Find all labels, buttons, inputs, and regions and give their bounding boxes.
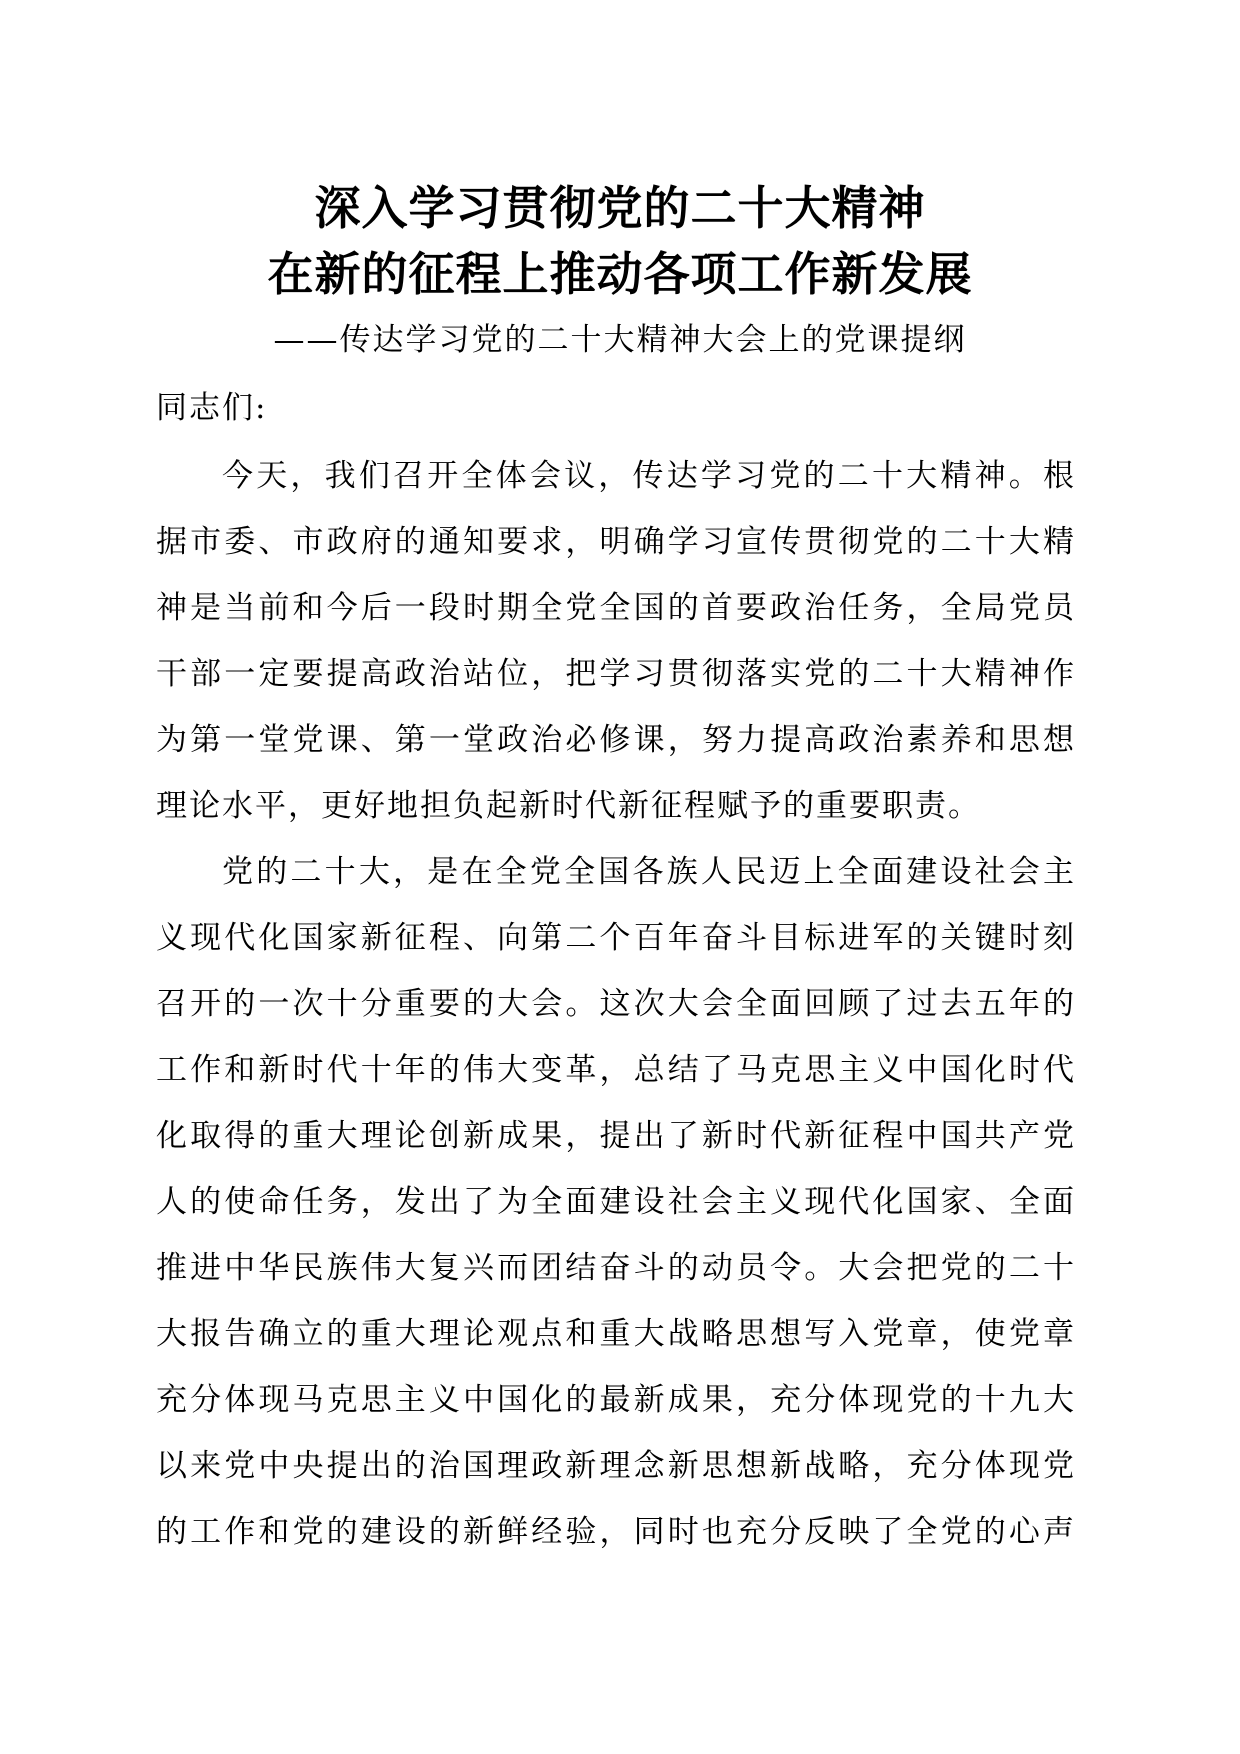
paragraph-line: 化取得的重大理论创新成果，提出了新时代新征程中国共产党 [156,1118,1076,1154]
paragraph-line: 推进中华民族伟大复兴而团结奋斗的动员令。大会把党的二十 [156,1250,1076,1286]
paragraph-line: 理论水平，更好地担负起新时代新征程赋予的重要职责。 [156,788,981,824]
salutation: 同志们: [156,390,268,426]
paragraph-line: 为第一堂党课、第一堂政治必修课，努力提高政治素养和思想 [156,722,1076,758]
paragraph-line: 人的使命任务，发出了为全面建设社会主义现代化国家、全面 [156,1184,1076,1220]
paragraph-line: 充分体现马克思主义中国化的最新成果，充分体现党的十九大 [156,1382,1076,1418]
paragraph-2 [156,839,1076,1565]
paragraph-line: 大报告确立的重大理论观点和重大战略思想写入党章，使党章 [156,1316,1076,1352]
paragraph-line: 以来党中央提出的治国理政新理念新思想新战略，充分体现党 [156,1448,1076,1484]
paragraph-line: 召开的一次十分重要的大会。这次大会全面回顾了过去五年的 [156,986,1076,1022]
paragraph-line: 党的二十大，是在全党全国各族人民迈上全面建设社会主 [222,854,1076,890]
paragraph-line: 今天，我们召开全体会议，传达学习党的二十大精神。根 [222,458,1076,494]
document-subtitle: ——传达学习党的二十大精神大会上的党课提纲 [273,322,967,358]
paragraph-line: 干部一定要提高政治站位，把学习贯彻落实党的二十大精神作 [156,656,1076,692]
document-title-line-2: 在新的征程上推动各项工作新发展 [267,247,973,301]
paragraph-line: 工作和新时代十年的伟大变革，总结了马克思主义中国化时代 [156,1052,1076,1088]
paragraph-line: 神是当前和今后一段时期全党全国的首要政治任务，全局党员 [156,590,1076,626]
paragraph-line: 的工作和党的建设的新鲜经验，同时也充分反映了全党的心声 [156,1514,1076,1550]
paragraph-line: 据市委、市政府的通知要求，明确学习宣传贯彻党的二十大精 [156,524,1076,560]
paragraph-line: 义现代化国家新征程、向第二个百年奋斗目标进军的关键时刻 [156,920,1076,956]
paragraph-1 [156,443,1076,839]
document-title-line-1: 深入学习贯彻党的二十大精神 [314,181,926,235]
